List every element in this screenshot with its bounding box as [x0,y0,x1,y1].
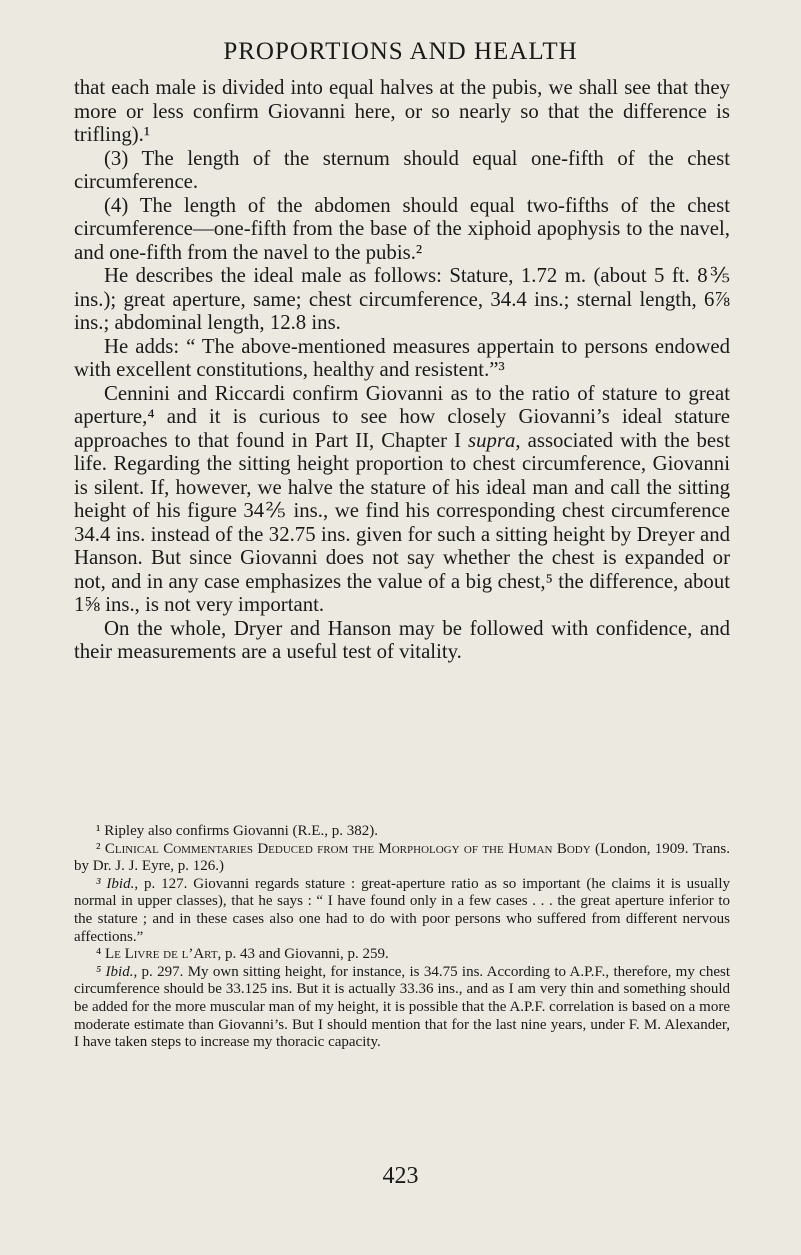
footnote-2-title: ² Clinical Commentaries Deduced from the Morphology of the Human Body [96,840,591,857]
footnote-2-rest: (London, 1909. Trans. by Dr. J. J. Eyre, p. 126.) [74,840,730,875]
main-text [74,76,730,664]
paragraph-6-part-b: , associated with the best life. Regarding the sitting height proportion to chest circumference, Giovanni is silent. If, however, we halve the stature of his ideal man and call the sitting height of his figure 34⅖ ins., we find his corresponding chest circumference 34.4 ins. instead of the 32.75 ins. given for such a sitting height by Dreyer and Hanson. But since Giovanni does not say whether the chest is expanded or not, and in any case emphasizes the value of a big chest,⁵ the difference, about 1⅝ ins., is not very important. [74,428,730,616]
footnote-2 [74,841,730,876]
footnote-4-title: ⁴ Le Livre de l’Art [96,946,218,963]
footnote-5 [74,964,730,1052]
paragraph-4: He describes the ideal male as follows: Stature, 1.72 m. (about 5 ft. 8⅗ ins.); great aperture, same; chest circumference, 34.4 ins.; sternal length, 6⅞ ins.; abdominal length, 12.8 ins. [74,264,730,334]
footnote-3 [74,876,730,946]
paragraph-2: (3) The length of the sternum should equal one-fifth of the chest circumference. [74,146,730,193]
paragraph-7: On the whole, Dryer and Hanson may be followed with confidence, and their measurements are a useful test of vitality. [74,616,730,663]
paragraph-5: He adds: “ The above-mentioned measures appertain to persons endowed with excellent constitutions, healthy and resistent.”³ [74,334,730,381]
footnote-5-ibid: ⁵ Ibid. [96,963,134,980]
paragraph-6-part-a: Cennini and Riccardi confirm Giovanni as to the ratio of stature to great aperture,⁴ and it is curious to see how closely Giovanni’s ideal stature approaches to that found in Part II, Chapter I [74,381,730,452]
paragraph-1: that each male is divided into equal halves at the pubis, we shall see that they more or less confirm Giovanni here, or so nearly so that the difference is trifling).¹ [74,76,730,146]
footnotes [74,823,730,1052]
running-header: PROPORTIONS AND HEALTH [223,38,578,65]
footnote-1: ¹ Ripley also confirms Giovanni (R.E., p. 382). [96,823,378,839]
footnote-4-rest: , p. 43 and Giovanni, p. 259. [217,946,389,963]
paragraph-6 [74,382,730,617]
footnote-4 [74,946,730,964]
footnote-3-ibid: ³ Ibid. [96,875,135,892]
footnote-5-rest: , p. 297. My own sitting height, for instance, is 34.75 ins. According to A.P.F., therefore, my chest circumference should be 33.125 ins. But it is actually 33.36 ins., and as I am very thin and something should be added for the more muscular man of my height, it is possible that the A.P.F. correlation is based on a more moderate estimate than Giovanni’s. But I should mention that for the last nine years, under F. M. Alexander, I have taken steps to increase my thoracic capacity. [74,963,730,1051]
paragraph-3: (4) The length of the abdomen should equal two-fifths of the chest circumference—one-fifth from the base of the xiphoid apophysis to the navel, and one-fifth from the navel to the pubis.² [74,193,730,264]
page-number: 423 [382,1163,419,1189]
footnote-3-rest: , p. 127. Giovanni regards stature : great-aperture ratio as so important (he claims it is usually normal in upper classes), that he says : “ I have found only in a few cases . . . the great aperture inferior to the stature ; and in these cases also one had to do with poor persons who suffered from different nervous affections.” [74,875,730,945]
paragraph-6-italic: supra [468,428,516,452]
